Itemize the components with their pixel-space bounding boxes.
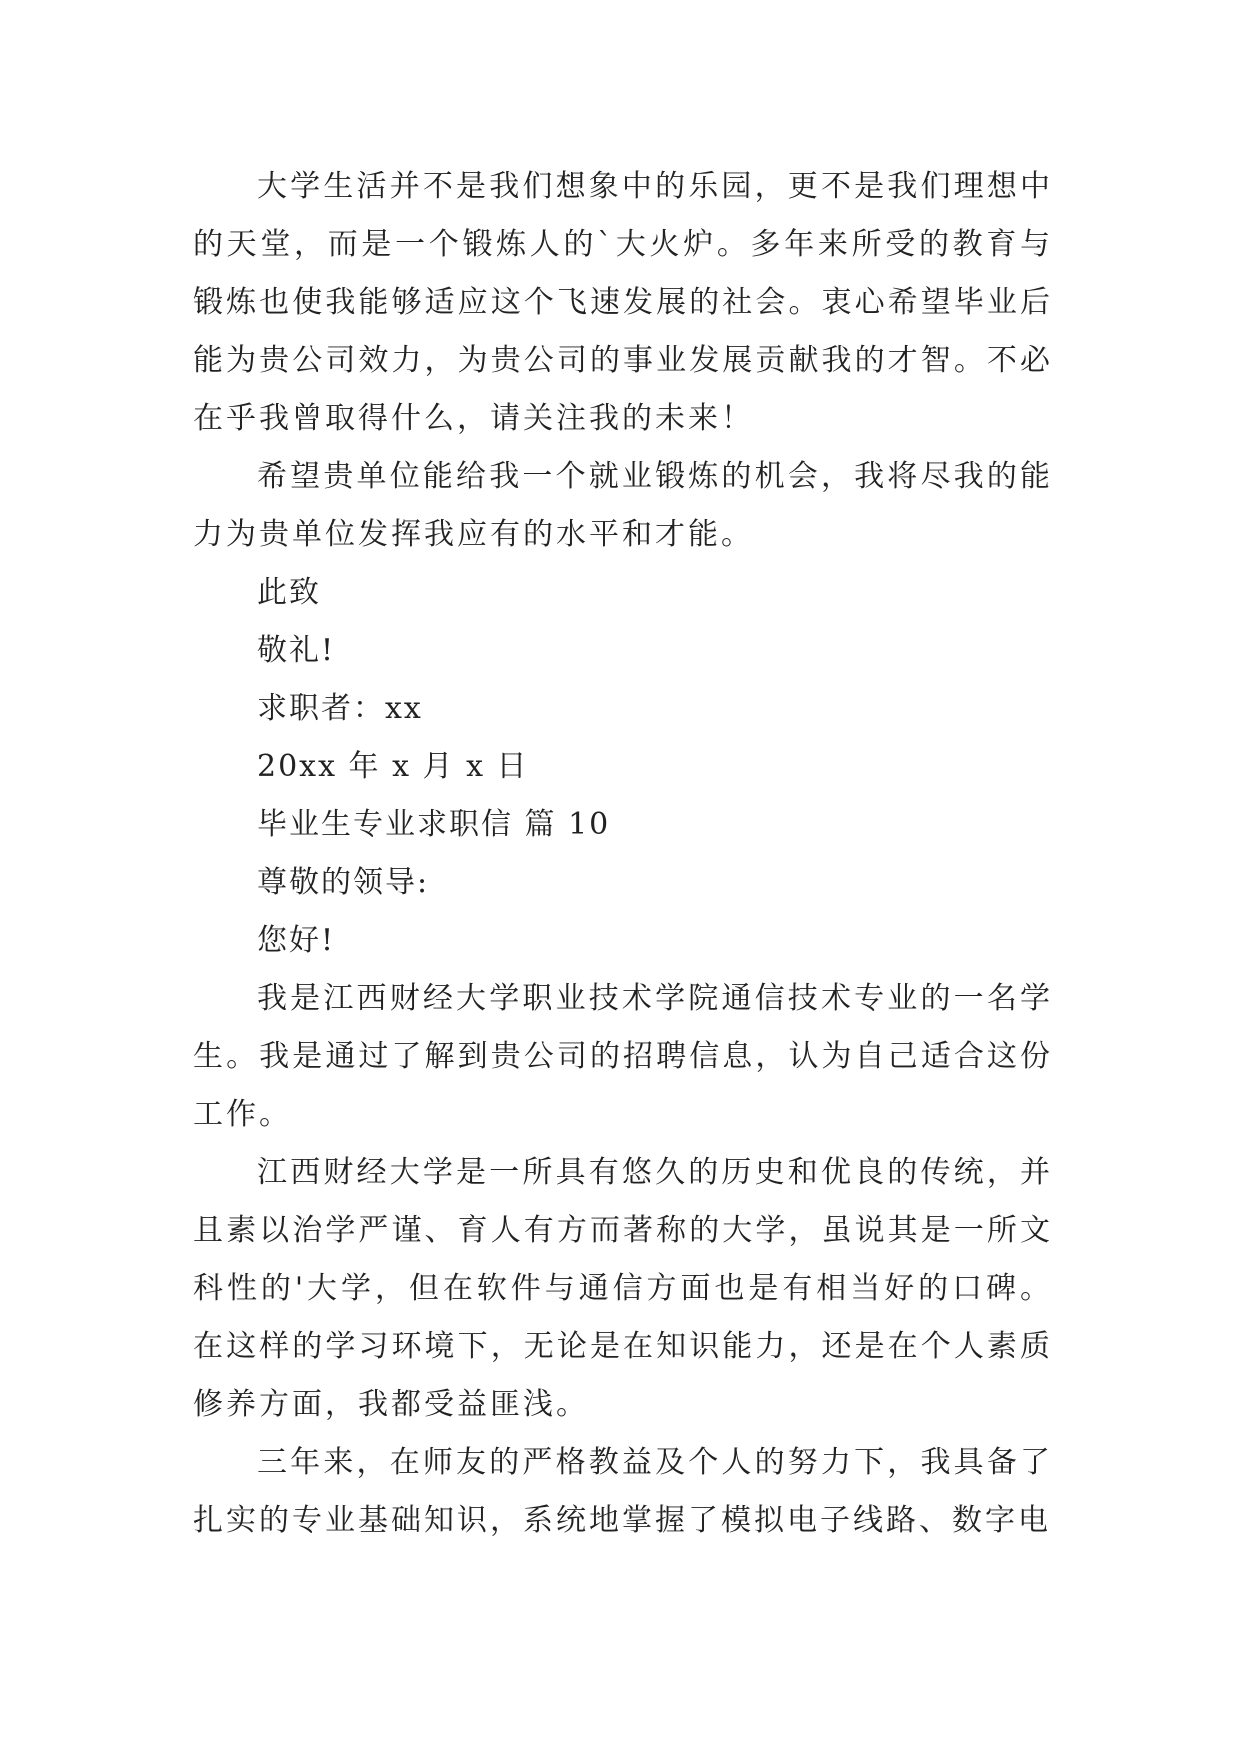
signature-applicant: 求职者：xx: [257, 691, 423, 726]
closing-cizhi: 此致: [257, 575, 321, 610]
section-heading: 毕业生专业求职信 篇 10: [257, 807, 611, 842]
letter-body: [193, 158, 1053, 1550]
signature-date: 20xx 年 x 月 x 日: [257, 749, 529, 784]
paragraph-university-life: 大学生活并不是我们想象中的乐园，更不是我们理想中的天堂，而是一个锻炼人的`大火炉。多年来所受的教育与锻炼也使我能够适应这个飞速发展的社会。衷心希望毕业后能为贵公司效力，为贵公司的事业发展贡献我的才智。不必在乎我曾取得什么，请关注我的未来！: [193, 169, 1053, 436]
paragraph-hope-opportunity: 希望贵单位能给我一个就业锻炼的机会，我将尽我的能力为贵单位发挥我应有的水平和才能。: [193, 459, 1053, 552]
paragraph-introduction: 我是江西财经大学职业技术学院通信技术专业的一名学生。我是通过了解到贵公司的招聘信息，认为自己适合这份工作。: [193, 981, 1053, 1132]
paragraph-university: 江西财经大学是一所具有悠久的历史和优良的传统，并且素以治学严谨、育人有方而著称的大学，虽说其是一所文科性的'大学，但在软件与通信方面也是有相当好的口碑。在这样的学习环境下，无论是在知识能力，还是在个人素质修养方面，我都受益匪浅。: [193, 1155, 1053, 1422]
closing-jingli: 敬礼!: [257, 633, 336, 668]
paragraph-three-years: 三年来，在师友的严格教益及个人的努力下，我具备了扎实的专业基础知识，系统地掌握了模拟电子线路、数字电: [193, 1445, 1053, 1538]
greeting: 您好!: [257, 923, 336, 958]
salutation: 尊敬的领导:: [257, 865, 430, 900]
